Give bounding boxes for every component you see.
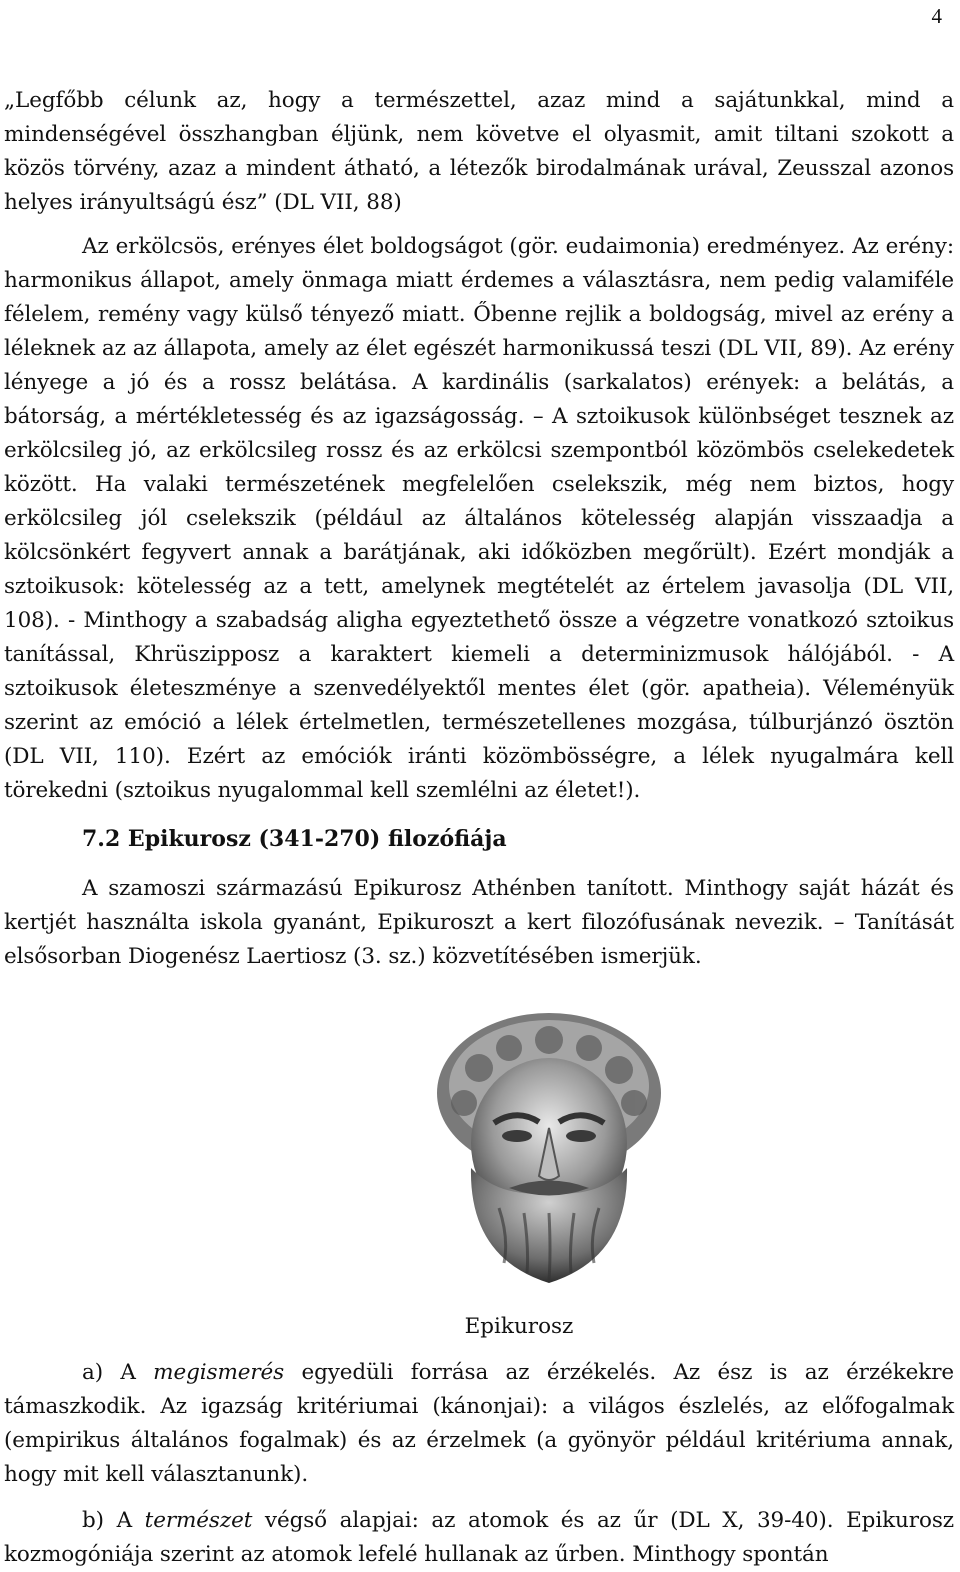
item-b-term: természet (144, 1508, 253, 1533)
page-number: 4 (931, 4, 942, 28)
item-a-paragraph (4, 1356, 954, 1492)
page-content (4, 84, 954, 1572)
item-a-term: megismerés (153, 1360, 285, 1385)
item-b-paragraph (4, 1504, 954, 1572)
bust-portrait-icon (399, 1008, 699, 1308)
item-a-text: egyedüli forrása az érzékelés. Az ész is az érzékekre támaszkodik. Az igazság kritériumai (kánonjai): a világos észlelés, az előfogalmak (empirikus általános fogalmak) és az érzelmek (a gyönyör például kritériuma annak, hogy mit kell választanunk). (4, 1360, 954, 1487)
section-heading: 7.2 Epikurosz (341-270) filozófiája (82, 826, 507, 852)
figure-caption: Epikurosz (464, 1314, 574, 1339)
item-a-prefix: a) A (82, 1360, 154, 1385)
item-b-prefix: b) A (82, 1508, 145, 1533)
section-intro: A szamoszi származású Epikurosz Athénben tanított. Minthogy saját házát és kertjét használta iskola gyanánt, Epikuroszt a kert filozófusának nevezik. – Tanítását elsősorban Diogenész Laertiosz (3. sz.) közvetítésében ismerjük. (4, 876, 954, 969)
item-b-text: végső alapjai: az atomok és az űr (DL X, 39-40). Epikurosz kozmogóniája szerint az atomok lefelé hullanak az űrben. Minthogy spontán (4, 1508, 954, 1567)
main-paragraph: Az erkölcsös, erényes élet boldogságot (gör. eudaimonia) eredményez. Az erény: harmonikus állapot, amely önmaga miatt érdemes a választásra, nem pedig valamiféle félelem, remény vagy külső tényező miatt. Őbenne rejlik a boldogság, mivel az erény a léleknek az az állapota, amely az élet egészét harmonikussá teszi (DL VII, 89). Az erény lényege a jó és a rossz belátása. A kardinális (sarkalatos) erények: a belátás, a bátorság, a mértékletesség és az igazságosság. – A sztoikusok különbséget tesznek az erkölcsileg jó, az erkölcsileg rossz és az erkölcsi szempontból közömbös cselekedetek között. Ha valaki természetének megfelelően cselekszik, még nem biztos, hogy erkölcsileg jól cselekszik (például az általános kötelesség alapján visszaadja a kölcsönkért fegyvert annak a barátjának, aki időközben megőrült). Ezért mondják a sztoikusok: kötelesség az a tett, amelynek megtételét az értelem javasolja (DL VII, 108). - Minthogy a szabadság aligha egyeztethető össze a végzetre vonatkozó sztoikus tanítással, Khrüszipposz a karaktert kiemeli a determinizmusok hálójából. - A sztoikusok életeszménye a szenvedélyektől mentes élet (gör. apatheia). Véleményük szerint az emóció a lélek értelmetlen, természetellenes mozgása, túlburjánzó ösztön (DL VII, 110). Ezért az emóciók iránti közömbösségre, a lélek nyugalmára kell törekedni (sztoikus nyugalommal kell szemlélni az életet!). (4, 234, 954, 803)
quote-paragraph: „Legfőbb célunk az, hogy a természettel, azaz mind a sajátunkkal, mind a mindenségével összhangban éljünk, nem követve el olyasmit, amit tiltani szokott a közös törvény, azaz a mindent átható, a létezők birodalmának urával, Zeusszal azonos helyes irányultságú ész” (DL VII, 88) (4, 88, 954, 215)
figure (4, 1008, 954, 1308)
